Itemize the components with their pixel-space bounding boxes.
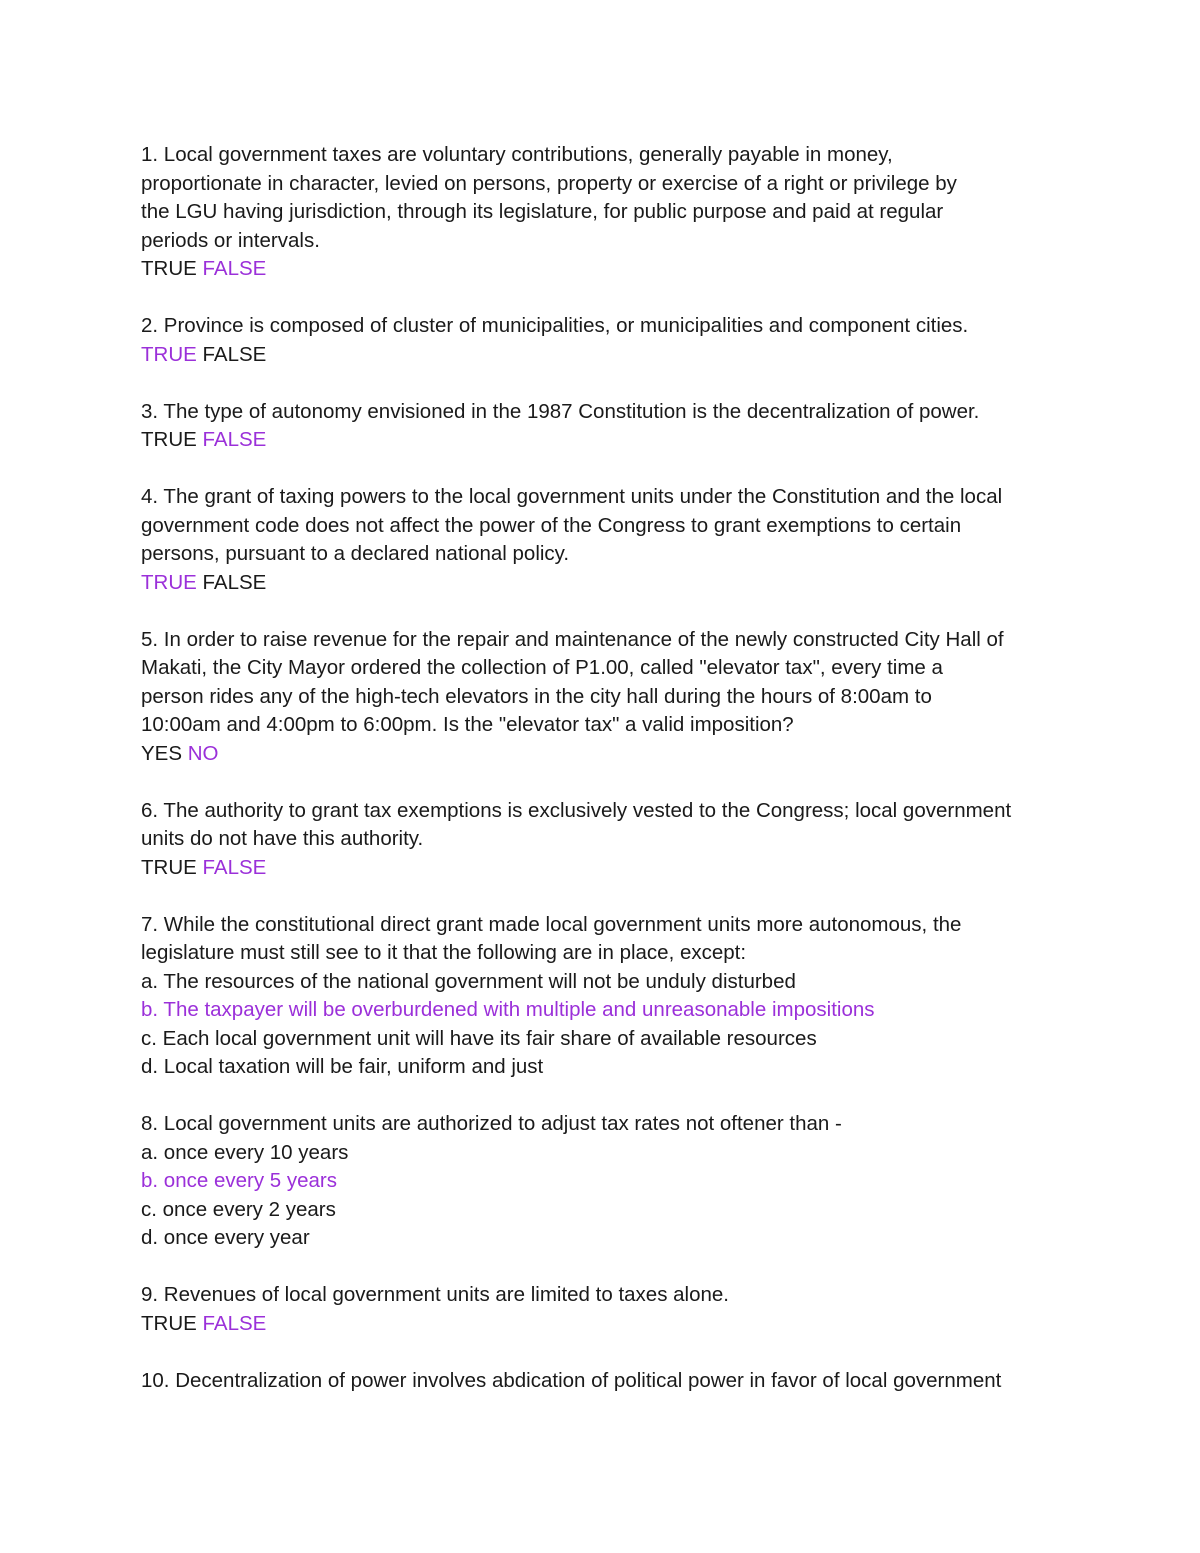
document-page	[141, 141, 1081, 1424]
option-a: a. once every 10 years	[141, 1140, 349, 1164]
question-8	[141, 1110, 1081, 1253]
question-text-line: government code does not affect the power of the Congress to grant exemptions to certain	[141, 513, 962, 537]
question-text-line: units do not have this authority.	[141, 827, 424, 850]
question-text-line: 5. In order to raise revenue for the repair and maintenance of the newly constructed City Hall of	[141, 627, 1004, 651]
choice-false-answer: FALSE	[202, 428, 267, 451]
choices-line	[141, 854, 1081, 883]
option-c: c. Each local government unit will have its fair share of available resources	[141, 1026, 817, 1050]
question-text-line: 6. The authority to grant tax exemptions is exclusively vested to the Congress; local government	[141, 798, 1012, 822]
choice-false: FALSE	[202, 342, 267, 366]
choice-false-answer: FALSE	[202, 855, 267, 879]
question-10	[141, 1367, 1081, 1396]
question-text-line: 9. Revenues of local government units are limited to taxes alone.	[141, 1283, 729, 1306]
choice-true: TRUE	[141, 257, 197, 280]
question-text-line: 8. Local government units are authorized to adjust tax rates not oftener than -	[141, 1112, 842, 1135]
choices-line	[141, 1310, 1081, 1339]
question-text-line: legislature must still see to it that the following are in place, except:	[141, 941, 747, 964]
choices-line	[141, 255, 1081, 284]
question-9	[141, 1281, 1081, 1338]
question-text-line: 10. Decentralization of power involves abdication of political power in favor of local government	[141, 1368, 1002, 1392]
question-text-line: 1. Local government taxes are voluntary contributions, generally payable in money,	[141, 143, 893, 166]
question-5	[141, 626, 1081, 769]
option-a: a. The resources of the national government will not be unduly disturbed	[141, 969, 796, 993]
choices-line	[141, 426, 1081, 455]
option-d: d. Local taxation will be fair, uniform and just	[141, 1055, 544, 1078]
choice-no-answer: NO	[187, 741, 219, 765]
option-b-answer: b. The taxpayer will be overburdened with multiple and unreasonable impositions	[141, 998, 875, 1021]
question-text-line: 3. The type of autonomy envisioned in the 1987 Constitution is the decentralization of power.	[141, 399, 980, 423]
choice-true-answer: TRUE	[141, 342, 197, 366]
question-4	[141, 483, 1081, 597]
choice-true: TRUE	[141, 428, 197, 451]
question-3	[141, 398, 1081, 455]
question-text-line: the LGU having jurisdiction, through its legislature, for public purpose and paid at regular	[141, 200, 944, 223]
option-c: c. once every 2 years	[141, 1197, 336, 1221]
question-7	[141, 911, 1081, 1082]
choices-line	[141, 740, 1081, 769]
choice-true-answer: TRUE	[141, 570, 197, 594]
question-text-line: 2. Province is composed of cluster of municipalities, or municipalities and component cities.	[141, 314, 969, 337]
question-text-line: Makati, the City Mayor ordered the collection of P1.00, called "elevator tax", every time a	[141, 656, 943, 679]
question-6	[141, 797, 1081, 883]
question-text-line: 4. The grant of taxing powers to the local government units under the Constitution and the local	[141, 485, 1003, 508]
choice-false-answer: FALSE	[202, 257, 267, 280]
question-2	[141, 312, 1081, 369]
choice-yes: YES	[141, 741, 183, 765]
choice-true: TRUE	[141, 855, 197, 879]
question-text-line: persons, pursuant to a declared national policy.	[141, 542, 570, 565]
choice-true: TRUE	[141, 1311, 197, 1335]
option-d: d. once every year	[141, 1226, 310, 1249]
question-text-line: periods or intervals.	[141, 228, 320, 252]
choices-line	[141, 341, 1081, 370]
question-text-line: person rides any of the high-tech elevators in the city hall during the hours of 8:00am to	[141, 684, 932, 708]
question-text-line: 10:00am and 4:00pm to 6:00pm. Is the "elevator tax" a valid imposition?	[141, 713, 794, 736]
choice-false: FALSE	[202, 570, 267, 594]
question-1	[141, 141, 1081, 284]
choice-false-answer: FALSE	[202, 1311, 267, 1335]
question-text-line: 7. While the constitutional direct grant made local government units more autonomous, the	[141, 912, 962, 936]
question-text-line: proportionate in character, levied on persons, property or exercise of a right or privilege by	[141, 171, 957, 195]
option-b-answer: b. once every 5 years	[141, 1169, 337, 1192]
choices-line	[141, 569, 1081, 598]
